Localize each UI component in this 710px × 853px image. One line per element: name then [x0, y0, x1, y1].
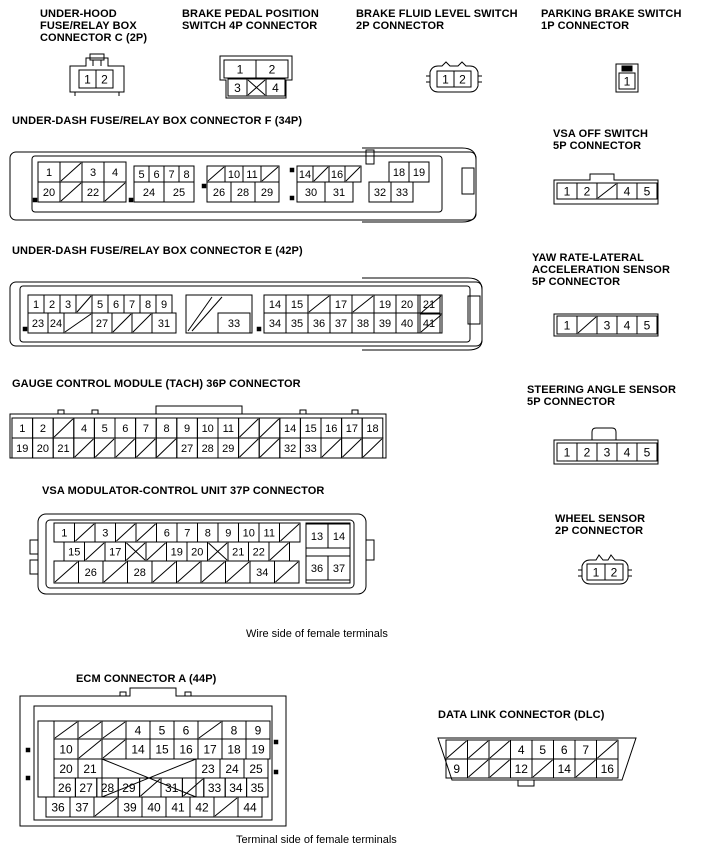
terminal-number: 9 — [225, 527, 232, 540]
unused-terminal-slash — [54, 419, 73, 437]
terminal-number: 5 — [138, 168, 145, 181]
terminal-number: 12 — [514, 761, 528, 776]
unused-terminal-slash — [240, 439, 259, 457]
inner-frame — [32, 156, 442, 212]
yaw-sensor-title: YAW RATE-LATERAL ACCELERATION SENSOR 5P CONNECTOR — [532, 252, 670, 288]
terminal-number: 34 — [256, 566, 269, 579]
terminal-number: 18 — [392, 166, 406, 179]
terminal-number: 7 — [142, 422, 149, 435]
terminal-number: 36 — [310, 562, 324, 575]
terminal-number: 1 — [563, 184, 571, 199]
side-tab — [30, 560, 38, 574]
top-tab — [185, 692, 191, 696]
housing-latch — [462, 168, 474, 194]
brake-fluid-title: BRAKE FLUID LEVEL SWITCH 2P CONNECTOR — [356, 8, 518, 32]
terminal-number: 6 — [153, 168, 160, 181]
terminal-number: 1 — [563, 318, 571, 333]
unused-terminal-slash — [141, 779, 160, 796]
lock-marker — [202, 184, 206, 188]
terminal-number: 20 — [191, 546, 204, 559]
wheel-sensor-title: WHEEL SENSOR 2P CONNECTOR — [555, 513, 646, 537]
unused-terminal-slash — [103, 740, 125, 758]
terminal-number: 27 — [79, 780, 93, 795]
terminal-number: 3 — [603, 318, 611, 333]
terminal-number: 2 — [101, 72, 108, 87]
terminal-number: 5 — [539, 742, 547, 757]
terminal-number: 33 — [227, 317, 241, 330]
terminal-number: 17 — [334, 298, 348, 311]
terminal-number: 28 — [236, 186, 250, 199]
unused-terminal-slash — [490, 741, 510, 758]
terminal-number: 2 — [583, 445, 591, 460]
terminal-number: 35 — [290, 317, 304, 330]
unused-terminal-slash — [157, 439, 176, 457]
brake-pedal-connector — [220, 56, 292, 98]
terminal-number: 40 — [147, 800, 161, 815]
terminal-number: 1 — [32, 298, 40, 311]
unused-terminal-slash — [260, 419, 279, 437]
inner-frame — [20, 286, 470, 342]
terminal-number: 7 — [184, 527, 191, 540]
terminal-number: 10 — [227, 168, 241, 181]
unused-terminal-slash — [533, 760, 553, 777]
terminal-number: 11 — [222, 422, 235, 435]
unused-terminal-slash — [113, 314, 131, 332]
terminal-number: 4 — [111, 166, 119, 179]
underdash-e-title: UNDER-DASH FUSE/RELAY BOX CONNECTOR E (42P) — [12, 245, 303, 257]
terminal-number: 8 — [230, 723, 238, 738]
terminal-number: 20 — [400, 298, 414, 311]
ecm-connector — [20, 688, 286, 826]
unused-terminal-slash — [55, 562, 78, 582]
terminal-number: 25 — [249, 761, 263, 776]
wheel-sensor-connector — [578, 555, 632, 584]
terminal-number: 21 — [422, 298, 436, 311]
side-notch — [58, 410, 64, 414]
terminal-number: 8 — [183, 168, 190, 181]
terminal-number: 8 — [204, 527, 211, 540]
terminal-number: 5 — [643, 445, 651, 460]
lock-marker — [290, 196, 294, 200]
terminal-number: 23 — [201, 761, 215, 776]
terminal-number: 14 — [332, 530, 346, 543]
terminal-number: 2 — [268, 62, 276, 77]
terminal-number: 10 — [201, 422, 214, 435]
gauge-connector — [10, 406, 386, 458]
side-notch — [92, 410, 98, 414]
unused-terminal-slash — [202, 562, 225, 582]
terminal-number: 19 — [378, 298, 392, 311]
unused-terminal-slash — [469, 760, 489, 777]
unused-terminal-slash — [215, 798, 237, 816]
terminal-number: 3 — [89, 166, 97, 179]
terminal-number: 16 — [179, 742, 193, 757]
terminal-number: 41 — [422, 317, 436, 330]
bottom-key — [518, 780, 534, 786]
unused-terminal-slash — [76, 524, 95, 541]
terminal-number: 24 — [49, 317, 63, 330]
terminal-number: 9 — [453, 761, 461, 776]
terminal-number: 18 — [227, 742, 241, 757]
terminal-number: 3 — [234, 80, 241, 95]
unused-terminal-slash — [208, 167, 224, 181]
lock-marker — [26, 748, 30, 752]
terminal-number: 14 — [557, 761, 571, 776]
unused-terminal-slash — [65, 314, 91, 332]
terminal-number: 3 — [603, 445, 611, 460]
terminal-number: 7 — [128, 298, 136, 311]
brake-fluid-connector — [426, 62, 482, 92]
connector-latch — [622, 66, 632, 71]
unused-terminal-slash — [103, 722, 125, 738]
dlc-connector — [438, 738, 636, 786]
unused-terminal-slash — [117, 524, 136, 541]
terminal-number: 5 — [158, 723, 166, 738]
terminal-number: 21 — [83, 761, 97, 776]
terminal-number: 2 — [459, 72, 466, 87]
terminal-number: 1 — [45, 166, 53, 179]
terminal-number: 1 — [442, 72, 449, 87]
terminal-number: 10 — [242, 527, 255, 540]
unused-terminal-slash — [77, 296, 91, 312]
terminal-number: 1 — [84, 72, 91, 87]
parking-brake-connector — [616, 64, 638, 92]
unused-terminal-slash — [227, 562, 250, 582]
terminal-number: 1 — [623, 74, 631, 89]
vsa-off-title: VSA OFF SWITCH 5P CONNECTOR — [553, 128, 649, 152]
lock-marker — [274, 740, 278, 744]
terminal-number: 7 — [168, 168, 175, 181]
unused-terminal-slash — [79, 740, 101, 758]
terminal-number: 32 — [283, 442, 297, 455]
terminal-number: 30 — [304, 186, 318, 199]
unused-terminal-slash — [363, 439, 382, 457]
lock-marker — [23, 327, 27, 331]
terminal-number: 14 — [298, 168, 312, 181]
vsa-modulator-title: VSA MODULATOR-CONTROL UNIT 37P CONNECTOR — [42, 485, 325, 497]
unused-terminal-slash — [260, 439, 279, 457]
unused-terminal-slash — [598, 741, 618, 758]
unused-terminal-slash — [104, 562, 127, 582]
terminal-number: 8 — [144, 298, 152, 311]
terminal-number: 11 — [246, 168, 258, 181]
terminal-number: 1 — [592, 565, 600, 580]
top-key — [156, 406, 242, 414]
terminal-number: 4 — [272, 80, 279, 95]
terminal-number: 15 — [304, 422, 317, 435]
gauge-title: GAUGE CONTROL MODULE (TACH) 36P CONNECTOR — [12, 378, 301, 390]
terminal-number: 22 — [86, 186, 100, 199]
unused-terminal-slash — [137, 439, 156, 457]
terminal-number: 20 — [42, 186, 56, 199]
terminal-number: 20 — [36, 442, 50, 455]
lock-marker — [33, 198, 37, 202]
side-notch — [352, 410, 358, 414]
terminal-number: 6 — [112, 298, 120, 311]
terminal-number: 9 — [184, 422, 191, 435]
terminal-number: 2 — [48, 298, 56, 311]
terminal-number: 25 — [172, 186, 186, 199]
terminal-number: 37 — [75, 800, 89, 815]
terminal-number: 39 — [378, 317, 392, 330]
terminal-number: 1 — [61, 527, 68, 540]
unused-terminal-slash — [281, 524, 300, 541]
brake-pedal-title: BRAKE PEDAL POSITION SWITCH 4P CONNECTOR — [182, 8, 319, 32]
terminal-number: 16 — [330, 168, 344, 181]
vsa-off-connector — [554, 174, 658, 204]
terminal-number: 42 — [195, 800, 209, 815]
unused-terminal-slash — [137, 524, 156, 541]
terminal-number: 19 — [251, 742, 265, 757]
terminal-number: 37 — [332, 562, 346, 575]
terminal-number: 14 — [283, 422, 297, 435]
unused-terminal-slash — [55, 722, 77, 738]
unused-terminal-slash — [353, 296, 373, 312]
terminal-number: 1 — [563, 445, 571, 460]
connector-latch — [90, 54, 104, 60]
unused-terminal-slash — [598, 184, 616, 198]
dlc-title: DATA LINK CONNECTOR (DLC) — [438, 709, 605, 721]
unused-terminal-slash — [578, 317, 596, 333]
unused-terminal-slash — [95, 798, 117, 816]
terminal-number: 17 — [203, 742, 217, 757]
underhood-c-title: UNDER-HOOD FUSE/RELAY BOX CONNECTOR C (2P) — [40, 8, 148, 44]
terminal-number: 34 — [229, 780, 243, 795]
terminal-number: 5 — [96, 298, 104, 311]
terminal-number: 3 — [64, 298, 72, 311]
terminal-number: 19 — [170, 546, 183, 559]
underdash-f-title: UNDER-DASH FUSE/RELAY BOX CONNECTOR F (34P) — [12, 115, 303, 127]
unused-terminal-slash — [576, 760, 596, 777]
terminal-number: 31 — [165, 780, 179, 795]
terminal-number: 16 — [325, 422, 338, 435]
unused-terminal-slash — [314, 167, 328, 181]
terminal-number: 28 — [100, 780, 115, 795]
terminal-number: 5 — [643, 184, 651, 199]
terminal-number: 27 — [180, 442, 194, 455]
side-notch — [300, 410, 306, 414]
terminal-number: 31 — [157, 317, 171, 330]
terminal-number: 6 — [560, 742, 568, 757]
unused-terminal-slash — [309, 296, 329, 312]
unused-terminal-slash — [322, 439, 341, 457]
housing-lip — [362, 148, 476, 222]
terminal-number: 28 — [201, 442, 214, 455]
terminal-number: 7 — [582, 742, 590, 757]
terminal-number: 35 — [250, 780, 264, 795]
terminal-number: 38 — [356, 317, 370, 330]
terminal-number: 32 — [373, 186, 387, 199]
lock-marker — [257, 327, 261, 331]
terminal-number: 40 — [400, 317, 414, 330]
unused-terminal-slash — [276, 562, 299, 582]
terminal-number: 24 — [225, 761, 239, 776]
terminal-number: 33 — [304, 442, 317, 455]
unused-terminal-slash — [116, 439, 135, 457]
terminal-number: 24 — [142, 186, 156, 199]
unused-terminal-slash — [262, 167, 278, 181]
terminal-number: 36 — [51, 800, 65, 815]
wire-side-caption: Wire side of female terminals — [246, 628, 388, 640]
unused-terminal-slash — [105, 183, 125, 201]
terminal-number: 26 — [212, 186, 226, 199]
terminal-number: 13 — [310, 530, 324, 543]
terminal-number: 8 — [163, 422, 170, 435]
terminal-number: 37 — [334, 317, 348, 330]
terminal-number: 22 — [252, 546, 265, 559]
terminal-number: 26 — [84, 566, 97, 579]
unused-terminal-slash — [133, 314, 151, 332]
unused-terminal-slash — [147, 543, 166, 560]
terminal-number: 10 — [59, 742, 73, 757]
lock-marker — [26, 776, 30, 780]
terminal-number: 18 — [366, 422, 379, 435]
terminal-number: 41 — [171, 800, 185, 815]
terminal-number: 14 — [131, 742, 145, 757]
terminal-number: 26 — [58, 780, 72, 795]
terminal-number: 20 — [59, 761, 73, 776]
terminal-number: 27 — [95, 317, 109, 330]
terminal-number: 17 — [109, 546, 122, 559]
steering-sensor-connector — [554, 428, 658, 464]
unused-terminal-slash — [61, 163, 81, 181]
terminal-number: 21 — [57, 442, 70, 455]
terminal-number: 21 — [232, 546, 245, 559]
terminal-number: 29 — [122, 780, 136, 795]
underhood-c-connector — [70, 54, 124, 96]
unused-terminal-slash — [270, 543, 289, 560]
parking-brake-title: PARKING BRAKE SWITCH 1P CONNECTOR — [541, 8, 682, 32]
terminal-number: 6 — [163, 527, 170, 540]
terminal-number: 15 — [68, 546, 81, 559]
terminal-number: 17 — [345, 422, 359, 435]
terminal-number: 9 — [160, 298, 168, 311]
terminal-number: 4 — [623, 445, 631, 460]
unused-terminal-slash — [183, 779, 202, 796]
terminal-number: 44 — [243, 800, 257, 815]
terminal-number: 6 — [122, 422, 129, 435]
connector-housing — [70, 58, 124, 92]
terminal-number: 14 — [268, 298, 282, 311]
ecm-title: ECM CONNECTOR A (44P) — [76, 673, 217, 685]
unused-terminal-slash — [346, 167, 360, 181]
terminal-number: 33 — [395, 186, 409, 199]
terminal-number: 1 — [236, 62, 244, 77]
side-tab — [366, 540, 374, 560]
terminal-number: 39 — [123, 800, 137, 815]
underdash-f-connector — [10, 148, 476, 222]
steering-sensor-title: STEERING ANGLE SENSOR 5P CONNECTOR — [527, 384, 676, 408]
lock-marker — [129, 198, 133, 202]
unused-terminal-slash — [188, 297, 212, 331]
terminal-number: 4 — [134, 723, 142, 738]
terminal-number: 16 — [600, 761, 614, 776]
terminal-number: 2 — [583, 184, 591, 199]
unused-terminal-slash — [95, 439, 114, 457]
terminal-number: 4 — [517, 742, 525, 757]
terminal-number: 4 — [81, 422, 88, 435]
terminal-number: 19 — [412, 166, 426, 179]
terminal-number: 4 — [623, 318, 631, 333]
terminal-number: 1 — [19, 422, 26, 435]
lock-marker — [274, 770, 278, 774]
vsa-modulator-connector — [30, 514, 374, 594]
unused-terminal-slash — [75, 439, 94, 457]
top-tab — [120, 692, 126, 696]
terminal-number: 36 — [312, 317, 326, 330]
terminal-number: 4 — [623, 184, 631, 199]
connector-housing — [10, 282, 482, 346]
unused-terminal-slash — [178, 562, 201, 582]
yaw-sensor-connector — [554, 314, 658, 336]
unused-terminal-slash — [447, 741, 467, 758]
side-column — [38, 721, 54, 797]
unused-terminal-slash — [343, 439, 362, 457]
terminal-number: 2 — [610, 565, 618, 580]
terminal-side-caption: Terminal side of female terminals — [236, 834, 397, 846]
terminal-number: 2 — [39, 422, 46, 435]
terminal-number: 3 — [102, 527, 109, 540]
underdash-e-connector — [10, 278, 482, 350]
terminal-number: 5 — [643, 318, 651, 333]
terminal-number: 29 — [260, 186, 274, 199]
terminal-number: 33 — [207, 780, 222, 795]
terminal-number: 9 — [254, 723, 262, 738]
terminal-number: 23 — [31, 317, 45, 330]
unused-terminal-slash — [199, 722, 221, 738]
connector-latch — [592, 428, 616, 440]
terminal-number: 31 — [332, 186, 346, 199]
terminal-number: 15 — [290, 298, 304, 311]
terminal-number: 6 — [182, 723, 190, 738]
terminal-number: 5 — [101, 422, 108, 435]
unused-terminal-slash — [61, 183, 81, 201]
terminal-number: 19 — [16, 442, 29, 455]
terminal-number: 28 — [133, 566, 146, 579]
unused-terminal-slash — [86, 543, 105, 560]
unused-terminal-slash — [79, 722, 101, 738]
unused-terminal-slash — [490, 760, 510, 777]
side-tab — [30, 540, 38, 554]
terminal-number: 15 — [155, 742, 169, 757]
terminal-number: 34 — [268, 317, 282, 330]
terminal-number: 11 — [263, 527, 275, 540]
terminal-number: 29 — [222, 442, 235, 455]
unused-terminal-slash — [240, 419, 259, 437]
unused-terminal-slash — [153, 562, 176, 582]
unused-terminal-slash — [469, 741, 489, 758]
lock-marker — [290, 168, 294, 172]
